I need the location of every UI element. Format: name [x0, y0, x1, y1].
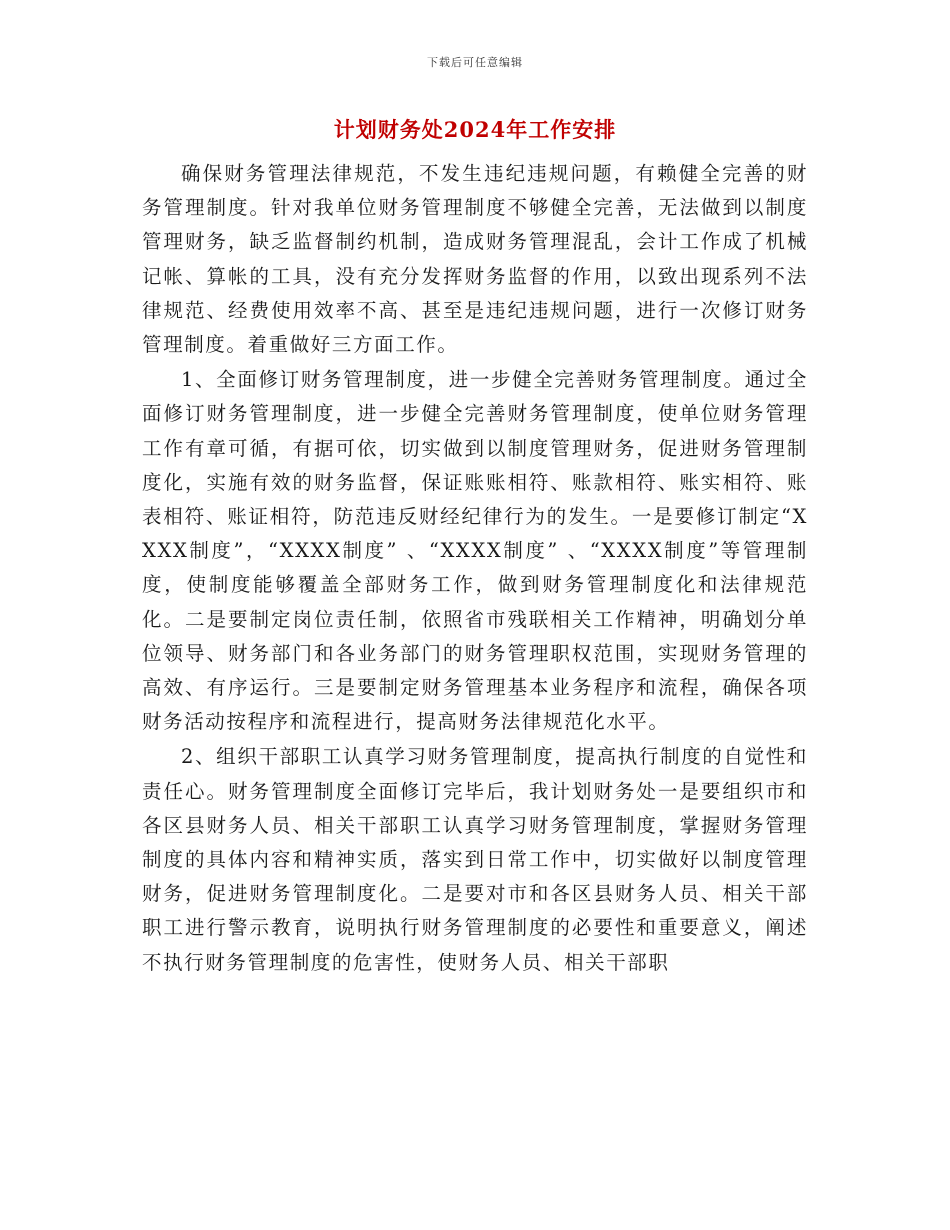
- paragraph-item-2: 2、组织干部职工认真学习财务管理制度，提高执行制度的自觉性和责任心。财务管理制度全面修订完毕后，我计划财务处一是要组织市和各区县财务人员、相关干部职工认真学习财务管理制度，掌握财务管理制度的具体内容和精神实质，落实到日常工作中，切实做好以制度管理财务，促进财务管理制度化。二是要对市和各区县财务人员、相关干部职工进行警示教育，说明执行财务管理制度的必要性和重要意义，阐述不执行财务管理制度的危害性，使财务人员、相关干部职: [142, 745, 808, 974]
- document-title: 计划财务处2024年工作安排: [333, 117, 617, 142]
- document-body: [142, 157, 808, 980]
- paragraph-item-1: 1、全面修订财务管理制度，进一步健全完善财务管理制度。通过全面修订财务管理制度，进一步健全完善财务管理制度，使单位财务管理工作有章可循，有据可依，切实做到以制度管理财务，促进财务管理制度化，实施有效的财务监督，保证账账相符、账款相符、账实相符、账表相符、账证相符，防范违反财经纪律行为的发生。一是要修订制定“XXXX制度”，“XXXX制度” 、“XXXX制度” 、“XXXX制度”等管理制度，使制度能够覆盖全部财务工作，做到财务管理制度化和法律规范化。二是要制定岗位责任制，依照省市残联相关工作精神，明确划分单位领导、财务部门和各业务部门的财务管理职权范围，实现财务管理的高效、有序运行。三是要制定财务管理基本业务程序和流程，确保各项财务活动按程序和流程进行，提高财务法律规范化水平。: [142, 368, 808, 734]
- paragraph-intro: 确保财务管理法律规范，不发生违纪违规问题，有赖健全完善的财务管理制度。针对我单位财务管理制度不够健全完善，无法做到以制度管理财务，缺乏监督制约机制，造成财务管理混乱，会计工作成了机械记帐、算帐的工具，没有充分发挥财务监督的作用，以致出现系列不法律规范、经费使用效率不高、甚至是违纪违规问题，进行一次修订财务管理制度。着重做好三方面工作。: [142, 162, 808, 357]
- header-note: 下载后可任意编辑: [427, 56, 523, 69]
